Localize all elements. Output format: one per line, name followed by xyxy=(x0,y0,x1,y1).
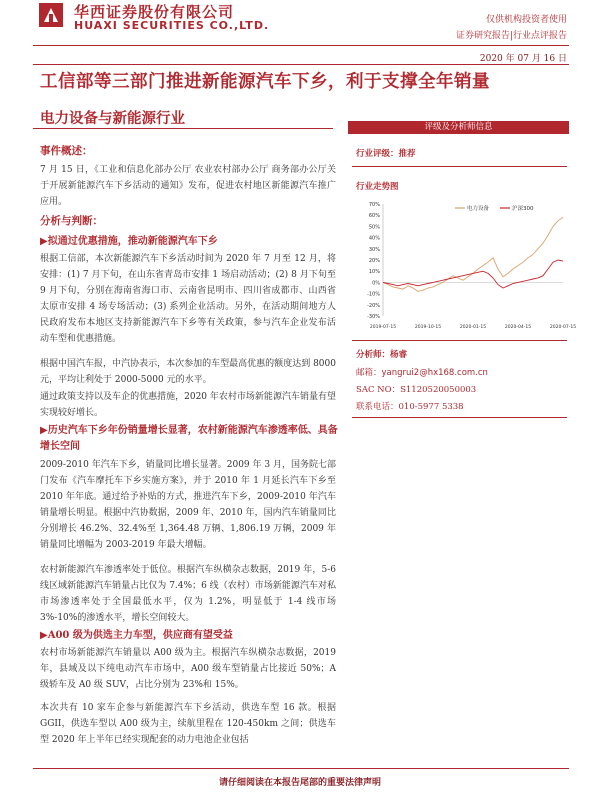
y-tick-label: 40% xyxy=(368,235,380,242)
y-tick-label: 10% xyxy=(368,269,380,276)
y-tick-label: 70% xyxy=(368,202,380,208)
point-2-para-2: 农村新能源汽车渗透率处于低位。根据汽车纵横杂志数据，2019 年，5-6 线区域新能源汽车销量占比仅为 7.4%；6 线（农村）市场新能源汽车对私市场渗透率处于全国最低水平，仅为 1.2%，明显低于 1-4 线市场 3%-10%的渗透水平，增长空间较大。 xyxy=(40,565,336,623)
point-1-heading: ▶拟通过优惠措施，推动新能源汽车下乡 xyxy=(40,236,218,247)
point-2-heading: ▶历史汽车下乡年份销量增长显著，农村新能源汽车渗透率低、具备增长空间 xyxy=(40,425,338,452)
footer-divider xyxy=(33,768,569,769)
y-tick-label: -10% xyxy=(367,291,380,298)
chart-title: 行业走势图 xyxy=(356,182,399,192)
x-tick-label: 2019-10-15 xyxy=(414,325,442,330)
analyst-label: 分析师： xyxy=(356,350,391,360)
rating-label: 行业评级： xyxy=(356,149,399,159)
email-row xyxy=(356,366,488,378)
event-section-title: 事件概述： xyxy=(40,145,93,157)
analyst-name: 杨睿 xyxy=(390,350,408,360)
point-3-heading: ▶A00 级为供选主力车型，供应商有望受益 xyxy=(40,630,233,641)
point-1-para-2: 根据中国汽车报，中汽协表示，本次参加的车型最高优惠的额度达到 8000 元，平均让利处于 2000-5000 元的水平。 xyxy=(40,359,336,385)
contact-divider xyxy=(352,417,567,418)
industry-trend-chart xyxy=(355,196,577,332)
point-2-para-1: 2009-2010 年汽车下乡，销量同比增长显著。2009 年 3 月，国务院七部门发布《汽车摩托车下乡实施方案》，并于 2010 年 1 月延长汽车下乡至 2010 年年底。通过给予补贴的方式，推进汽车下乡，2009-2010 年汽车销量增长明显。根据中汽协数据，2009 年、2010 年，国内汽车销量同比分别增长 46.2%、32.4%至 1,364.48 万辆、1,806.19 万辆，2009 年销量同比增幅为 2003-2019 年最大增幅。 xyxy=(40,460,336,550)
x-tick-label: 2020-04-15 xyxy=(504,325,532,330)
footer-disclaimer[interactable]: 请仔细阅读在本报告尾部的重要法律声明 xyxy=(218,778,381,788)
analyst-row xyxy=(356,348,407,360)
rating-row xyxy=(356,147,416,159)
phone-label: 联系电话： xyxy=(356,402,399,412)
report-date: 2020 年 07 月 16 日 xyxy=(479,54,567,64)
analysis-section-title: 分析与判断： xyxy=(40,215,103,227)
y-tick-label: 60% xyxy=(368,213,380,220)
event-text: 7 月 15 日，《工业和信息化部办公厅 农业农村部办公厅 商务部办公厅关于开展新能源汽车下乡活动的通知》发布，促进农村地区新能源汽车推广应用。 xyxy=(40,165,336,207)
y-tick-label: 0% xyxy=(372,280,380,287)
rating-divider xyxy=(352,166,567,167)
point-3-para-2: 本次共有 10 家车企参与新能源汽车下乡活动，供选车型 16 款。根据 GGII，供选车型以 A00 级为主，续航里程在 120-450km 之间；供选车型 2020 年上半年已经实现配套的动力电池企业包括 xyxy=(40,703,336,745)
sac-value: S1120520050003 xyxy=(400,385,477,395)
y-tick-label: 30% xyxy=(368,246,380,253)
chart-divider xyxy=(352,340,567,341)
phone-value: 010-5977 5338 xyxy=(398,402,464,412)
series-line-1 xyxy=(383,217,563,291)
legend-label: 电力设备 xyxy=(467,206,490,212)
company-name-en: HUAXI SECURITIES CO.,LTD. xyxy=(74,19,270,32)
point-1-para-3: 通过政策支持以及车企的优惠措施，2020 年农村市场新能源汽车销量有望实现较好增长。 xyxy=(40,392,336,418)
sidebar-header: 评级及分析师信息 xyxy=(348,121,569,134)
x-tick-label: 2020-01-15 xyxy=(459,325,487,330)
rating-value: 推荐 xyxy=(398,149,416,159)
sac-label: SAC NO： xyxy=(356,385,401,395)
audience-tag: 仅供机构投资者使用 xyxy=(485,15,567,25)
company-name-cn: 华西证券股份有限公司 xyxy=(74,3,235,21)
y-tick-label: -20% xyxy=(367,302,380,309)
industry-name: 电力设备与新能源行业 xyxy=(40,110,185,127)
company-logo xyxy=(38,2,64,28)
y-tick-label: 50% xyxy=(368,224,380,231)
report-title: 工信部等三部门推进新能源汽车下乡，利于支撑全年销量 xyxy=(40,72,490,92)
date-divider xyxy=(33,64,569,65)
industry-divider xyxy=(33,128,333,129)
header-divider xyxy=(33,45,569,46)
series-line-2 xyxy=(383,260,563,288)
x-tick-label: 2019-07-15 xyxy=(369,325,397,330)
point-1-para-1: 根据工信部，本次新能源汽车下乡活动时间为 2020 年 7 月至 12 月，将安排：(1) 7 月下旬，在山东省青岛市安排 1 场启动活动；(2) 8 月下旬至 9 月下旬，分别在海南省海口市、云南省昆明市、四川省成都市、山西省太原市安排 4 场专场活动；(3) 系列企业活动。另外，在活动期间地方人民政府发布本地区支持新能源汽车下乡等有关政策，参与汽车企业发布活动车型和优惠措施。 xyxy=(40,254,336,344)
x-tick-label: 2020-07-15 xyxy=(549,325,577,330)
y-tick-label: 20% xyxy=(368,258,380,264)
phone-row xyxy=(356,400,464,412)
sac-row xyxy=(356,383,476,395)
email-label: 邮箱： xyxy=(356,368,382,378)
report-type-tag: 证券研究报告|行业点评报告 xyxy=(455,31,567,41)
email-value[interactable]: yangrui2@hx168.com.cn xyxy=(381,368,488,378)
y-tick-label: -30% xyxy=(367,314,380,320)
point-3-para-1: 农村市场新能源汽车销量以 A00 级为主。根据汽车纵横杂志数据，2019 年，县域及以下纯电动汽车市场中，A00 级车型销量占比接近 50%；A 级轿车及 A0 级 SUV，占比分别为 23%和 15%。 xyxy=(40,648,336,690)
legend-label: 沪深300 xyxy=(512,206,534,212)
